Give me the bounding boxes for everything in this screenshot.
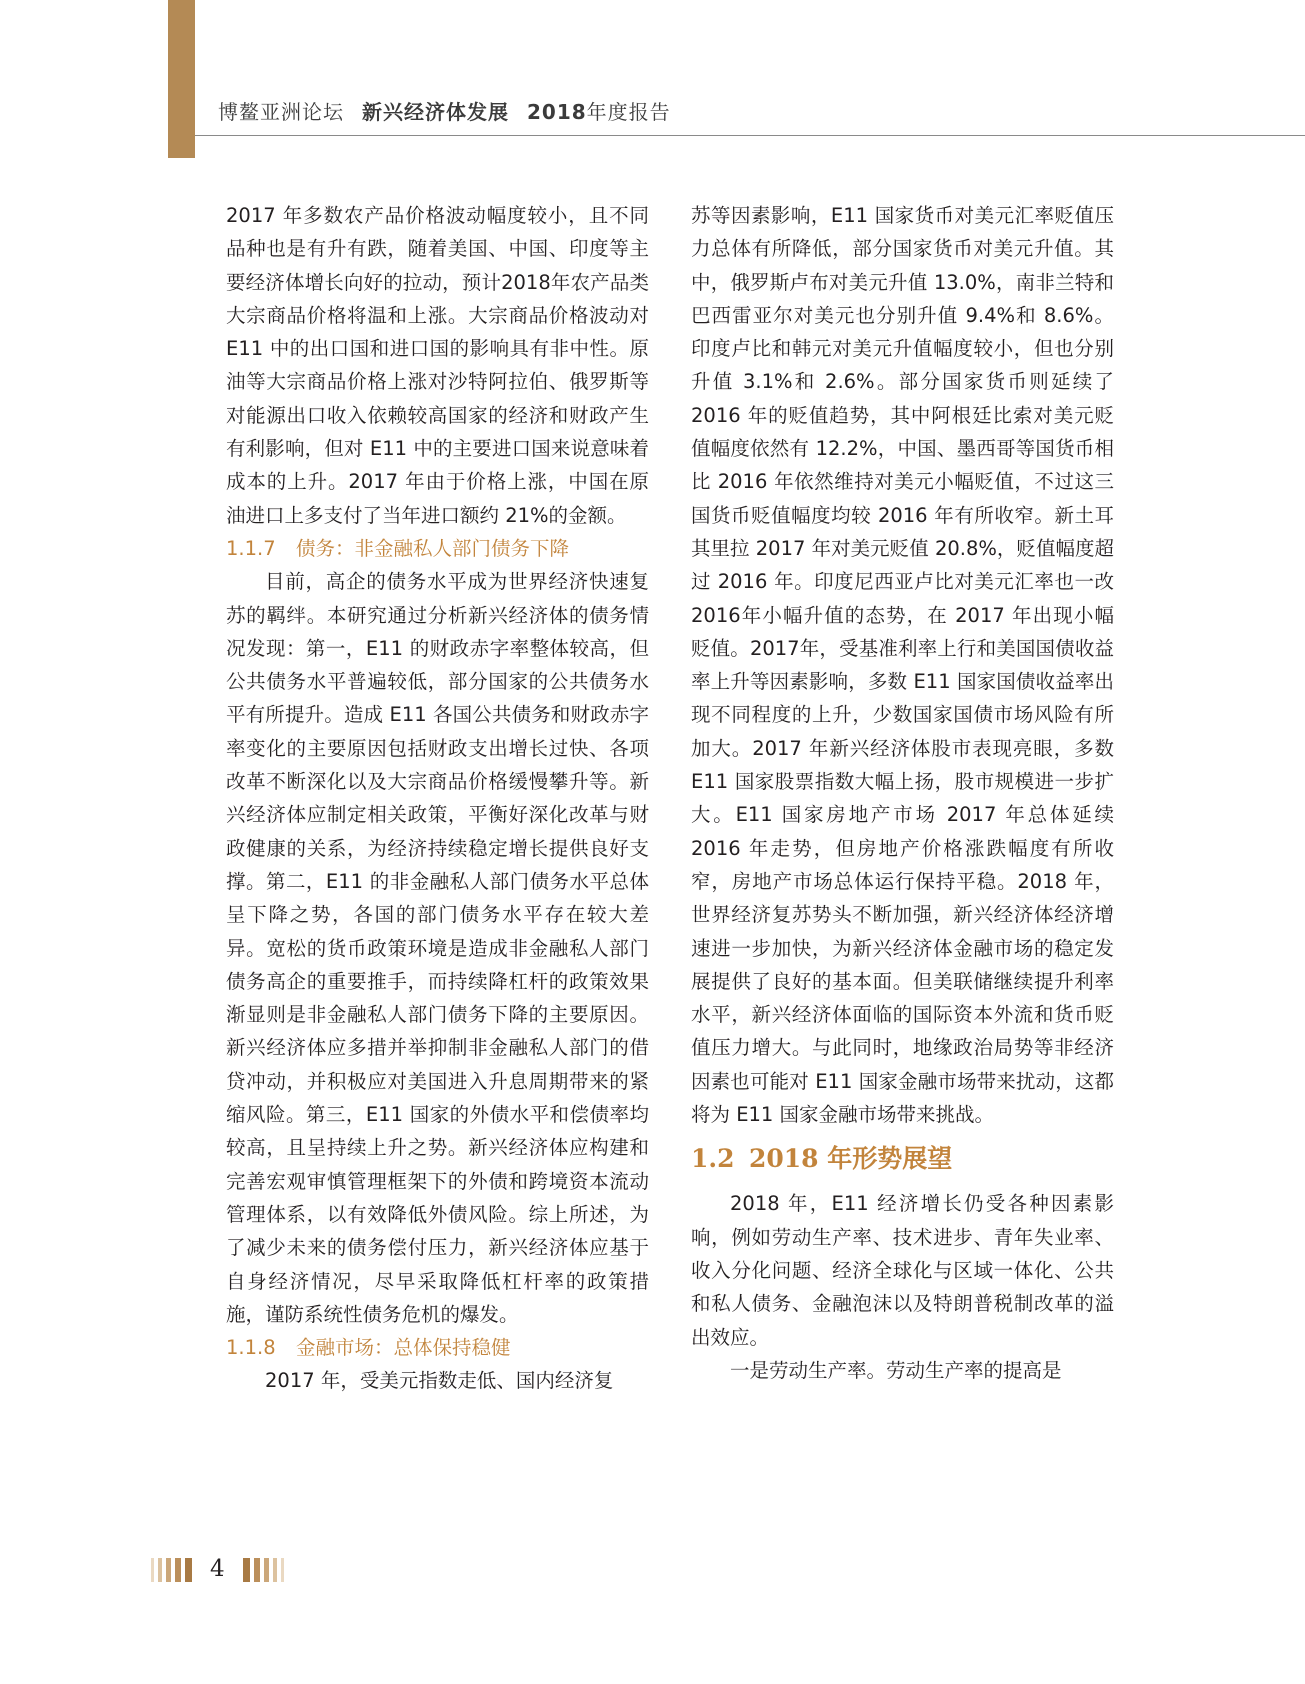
paragraph-labor-productivity: 一是劳动生产率。劳动生产率的提高是 xyxy=(730,1358,1062,1382)
paragraph-outlook: 2018 年，E11 经济增长仍受各种因素影响，例如劳动生产率、技术进步、青年失业率、收入分化问题、经济全球化与区域一体化、公共和私人债务、金融泡沫以及特朗普税制改革的溢出效应。 xyxy=(691,1192,1114,1349)
footer-decoration-left xyxy=(151,1558,196,1582)
header-rule xyxy=(195,135,1305,136)
footer-bar xyxy=(151,1558,154,1582)
subsection-number: 1.1.7 xyxy=(226,536,276,560)
paragraph-financial-market-continued: 苏等因素影响，E11 国家货币对美元汇率贬值压力总体有所降低，部分国家货币对美元升值。其中，俄罗斯卢布对美元升值 13.0%，南非兰特和巴西雷亚尔对美元也分别升值 9.4%和 8.6%。印度卢比和韩元对美元升值幅度较小，但也分别升值 3.1%和 2.6%。部分国家货币则延续了 2016 年的贬值趋势，其中阿根廷比索对美元贬值幅度依然有 12.2%，中国、墨西哥等国货币相比 2016 年依然维持对美元小幅贬值，不过这三国货币贬值幅度均较 2016 年有所收窄。新土耳其里拉 2017 年对美元贬值 20.8%，贬值幅度超过 2016 年。印度尼西亚卢比对美元汇率也一改2016年小幅升值的态势，在 2017 年出现小幅贬值。2017年，受基准利率上行和美国国债收益率上升等因素影响，多数 E11 国家国债收益率出现不同程度的上升，少数国家国债市场风险有所加大。2017 年新兴经济体股市表现亮眼，多数 E11 国家股票指数大幅上扬，股市规模进一步扩大。E11 国家房地产市场 2017 年总体延续 2016 年走势，但房地产价格涨跌幅度有所收窄，房地产市场总体运行保持平稳。2018 年，世界经济复苏势头不断加强，新兴经济体经济增速进一步加快，为新兴经济体金融市场的稳定发展提供了良好的基本面。但美联储继续提升利率水平，新兴经济体面临的国际资本外流和货币贬值压力增大。与此同时，地缘政治局势等非经济因素也可能对 E11 国家金融市场带来扰动，这都将为 E11 国家金融市场带来挑战。 xyxy=(691,204,1114,1127)
running-header xyxy=(218,96,671,125)
subsection-heading-1-1-7 xyxy=(226,532,649,565)
footer-decoration-right xyxy=(243,1558,288,1582)
paragraph-commodity-prices: 2017 年多数农产品价格波动幅度较小，且不同品种也是有升有跌，随着美国、中国、印度等主要经济体增长向好的拉动，预计2018年农产品类大宗商品价格将温和上涨。大宗商品价格波动对 E11 中的出口国和进口国的影响具有非中性。原油等大宗商品价格上涨对沙特阿拉伯、俄罗斯等对能源出口收入依赖较高国家的经济和财政产生有利影响，但对 E11 中的主要进口国来说意味着成本的上升。2017 年由于价格上涨，中国在原油进口上多支付了当年进口额约 21%的金额。 xyxy=(226,204,649,527)
header-gold-bar xyxy=(168,0,195,158)
section-title: 2018 年形势展望 xyxy=(749,1144,953,1174)
page-footer xyxy=(151,1556,288,1583)
subsection-title: 债务：非金融私人部门债务下降 xyxy=(296,536,570,560)
right-column xyxy=(691,199,1114,1387)
section-heading-1-2 xyxy=(691,1142,1114,1176)
footer-bar xyxy=(158,1558,162,1582)
footer-bar xyxy=(273,1558,277,1582)
header-report-title: 新兴经济体发展 xyxy=(362,100,509,124)
page-number: 4 xyxy=(210,1556,225,1582)
subsection-title: 金融市场：总体保持稳健 xyxy=(296,1336,511,1360)
footer-bar xyxy=(175,1558,181,1582)
footer-bar xyxy=(243,1558,250,1582)
footer-bar xyxy=(264,1558,269,1582)
footer-bar xyxy=(166,1558,171,1582)
header-year: 2018 xyxy=(527,100,587,124)
paragraph-financial-market-start: 2017 年，受美元指数走低、国内经济复 xyxy=(265,1369,614,1393)
subsection-number: 1.1.8 xyxy=(226,1336,276,1360)
header-org: 博鳌亚洲论坛 xyxy=(218,100,344,124)
left-column xyxy=(226,199,649,1398)
footer-bar xyxy=(185,1558,192,1582)
header-suffix: 年度报告 xyxy=(586,100,671,124)
paragraph-debt: 目前，高企的债务水平成为世界经济快速复苏的羁绊。本研究通过分析新兴经济体的债务情况发现：第一，E11 的财政赤字率整体较高，但公共债务水平普遍较低，部分国家的公共债务水平有所提升。造成 E11 各国公共债务和财政赤字率变化的主要原因包括财政支出增长过快、各项改革不断深化以及大宗商品价格缓慢攀升等。新兴经济体应制定相关政策，平衡好深化改革与财政健康的关系，为经济持续稳定增长提供良好支撑。第二，E11 的非金融私人部门债务水平总体呈下降之势，各国的部门债务水平存在较大差异。宽松的货币政策环境是造成非金融私人部门债务高企的重要推手，而持续降杠杆的政策效果渐显则是非金融私人部门债务下降的主要原因。新兴经济体应多措并举抑制非金融私人部门的借贷冲动，并积极应对美国进入升息周期带来的紧缩风险。第三，E11 国家的外债水平和偿债率均较高，且呈持续上升之势。新兴经济体应构建和完善宏观审慎管理框架下的外债和跨境资本流动管理体系，以有效降低外债风险。综上所述，为了减少未来的债务偿付压力，新兴经济体应基于自身经济情况，尽早采取降低杠杆率的政策措施，谨防系统性债务危机的爆发。 xyxy=(226,570,649,1326)
section-number: 1.2 xyxy=(691,1144,735,1174)
footer-bar xyxy=(281,1558,284,1582)
footer-bar xyxy=(254,1558,260,1582)
subsection-heading-1-1-8 xyxy=(226,1331,649,1364)
